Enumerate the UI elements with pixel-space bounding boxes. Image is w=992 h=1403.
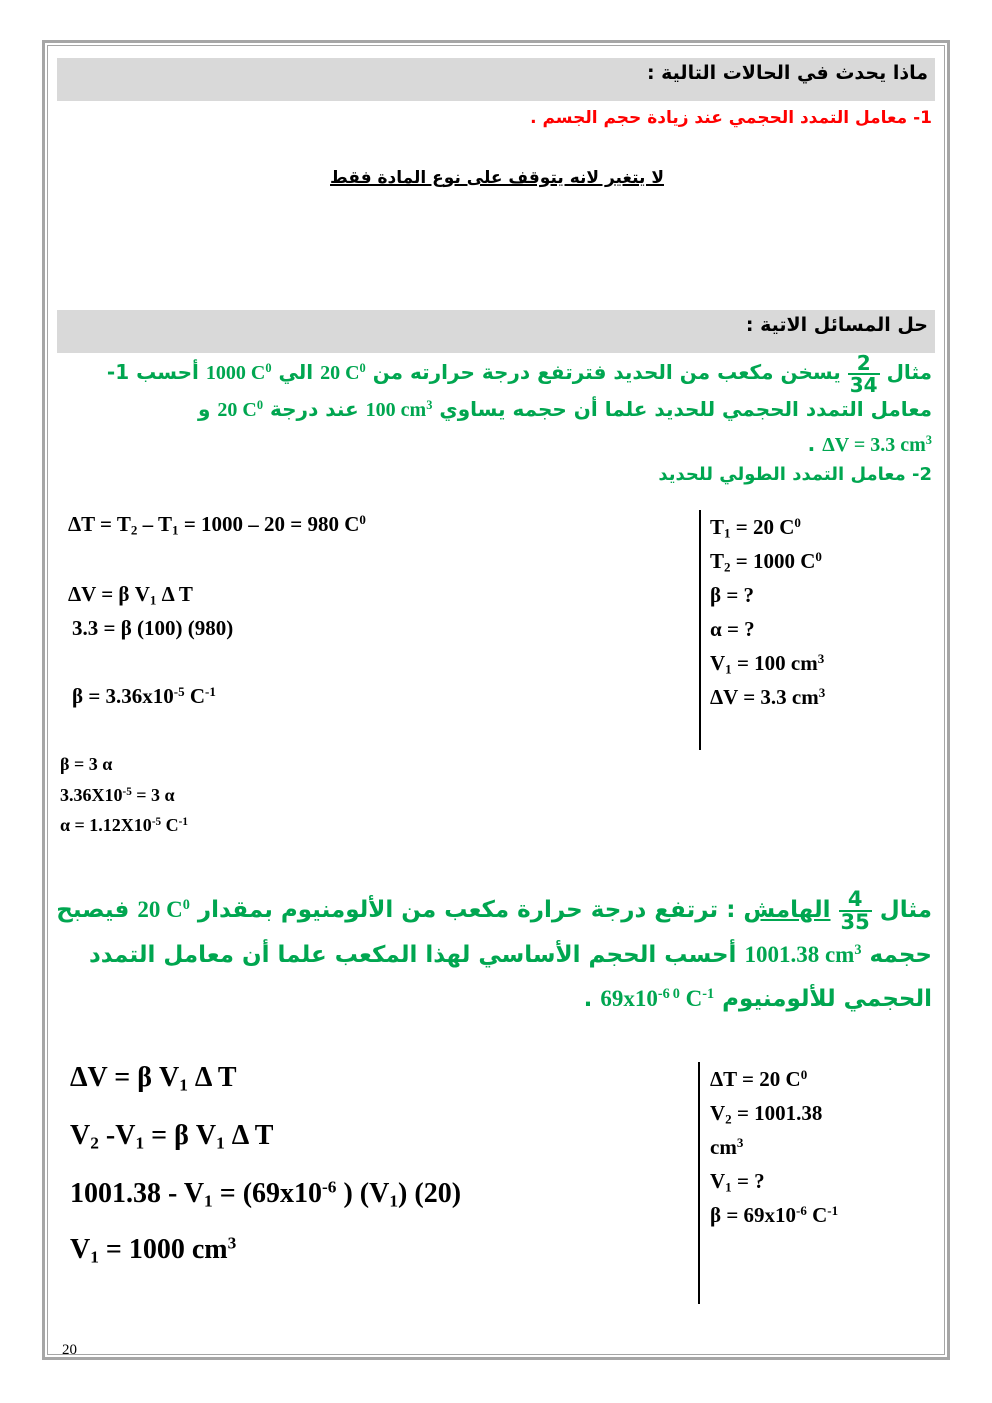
ex1-given-dv: ΔV = 3.3 $cm^3$	[710, 684, 826, 709]
ex1-given-t1: $T_1 = 20$ $C^0$	[710, 514, 801, 541]
ex1-work-eq1: ΔV = β $V_1$ Δ T	[68, 582, 193, 608]
question-1	[530, 108, 932, 128]
ex1-given	[710, 510, 825, 714]
section1-heading: ماذا يحدث في الحالات التالية :	[646, 62, 928, 84]
example2-line2a: حجمه	[869, 941, 932, 968]
example2-vol: 1001.38 $cm^3$	[744, 941, 862, 967]
ex2-given-v2: $V_2 = 1001.38$	[710, 1101, 823, 1127]
ex2-work-result: $V_1 = 1000$ $cm^3$	[70, 1233, 237, 1267]
ex2-divider-line	[698, 1062, 700, 1304]
answer-1: لا يتغير لانه يتوقف على نوع المادة فقط	[330, 168, 664, 188]
example1-dv-end: .	[807, 431, 816, 456]
example1-t3: 20 $C^0$	[217, 397, 264, 421]
ex1-work-rel1: β = 3 α	[60, 754, 113, 774]
example1-q2: 2- معامل التمدد الطولي للحديد	[658, 463, 932, 485]
example2-fraction	[839, 886, 872, 934]
ex1-work-dt: $\Delta T = T_2 - T_1 = 1000 - 20 = 980$ $C^0$	[68, 511, 366, 538]
section2-heading: حل المسائل الاتية :	[745, 314, 928, 336]
fraction-denominator: 34	[849, 372, 878, 397]
page-number: 20	[62, 1342, 77, 1358]
example2-statement	[56, 886, 932, 1021]
ex1-given-beta: β = ?	[710, 583, 755, 607]
example2-line1: : ترتفع درجة حرارة مكعب من الألومنيوم بمقدار	[197, 897, 736, 923]
example2-line1b: فيصبح	[56, 897, 130, 923]
ex2-given-v1: $V_1$ = ?	[710, 1169, 765, 1195]
example1-to: الي	[278, 360, 314, 384]
ex1-given-v1: $V_1 = 100$ $cm^3$	[710, 650, 825, 677]
fraction-numerator: 2	[848, 353, 880, 375]
ex1-work-alpha: $\alpha = 1.12X10^{-5}$ $C^{-1}$	[60, 815, 188, 835]
ex2-work-eq2: $V_2$ $-V_1 = \beta$ $V_1$ Δ T	[70, 1120, 274, 1153]
ex1-given-t2: $T_2 = 1000$ $C^0$	[710, 548, 822, 575]
fraction-denominator: 35	[840, 909, 870, 934]
example1-calc: أحسب 1-	[106, 360, 199, 384]
example1-statement	[62, 352, 932, 495]
example1-and: و	[197, 396, 211, 421]
ex2-given-dt: ΔT = 20 $C^0$	[710, 1066, 808, 1091]
example2-label: مثال	[879, 897, 932, 923]
example2-coef: $69x10^{-6}$ $^0$ $C^{-1}$	[600, 985, 715, 1011]
ex1-work-eq2: 3.3 = β (100) (980)	[72, 616, 234, 640]
example1-line2a: معامل التمدد الحجمي للحديد علما أن حجمه يساوي	[439, 396, 932, 421]
ex1-work-rel2: $3.36X10^{-5} = 3$ α	[60, 785, 175, 805]
example1-line1: يسخن مكعب من الحديد فترتفع درجة حرارته من	[372, 360, 841, 384]
example2-line3a: الحجمي للألومنيوم	[722, 985, 932, 1012]
question-1-text: معامل التمدد الحجمي عند زيادة حجم الجسم .	[530, 108, 908, 128]
question-1-number: 1-	[913, 108, 932, 128]
example1-t1: 20 $C^0$	[320, 361, 366, 384]
ex2-work-eq1: ΔV = β $V_1$ Δ T	[70, 1062, 237, 1095]
example2-end: .	[583, 985, 593, 1012]
ex1-given-alpha: α = ?	[710, 617, 755, 641]
example1-t2: 1000 $C^0$	[205, 361, 272, 384]
example1-dv: ΔV = 3.3 $cm^3$	[822, 432, 932, 456]
ex2-work-eq3: $1001.38 - V_1 = (69x10^{-6}$ ) $(V_1)$ (20)	[70, 1177, 462, 1211]
ex2-given-beta: $\beta = 69x10^{-6}$ $C^{-1}$	[710, 1202, 839, 1227]
example2-dt: 20 $C^0$	[137, 897, 190, 922]
ex1-work-beta: $\beta = 3.36x10^{-5}$ $C^{-1}$	[72, 683, 216, 708]
example1-label: مثال	[886, 360, 932, 384]
example2-margin: الهامش	[743, 897, 831, 923]
ex2-given-v2-unit: $cm^3$	[710, 1134, 744, 1159]
example1-v1: 100 $cm^3$	[365, 397, 433, 421]
example1-line2b: عند درجة	[270, 396, 359, 421]
ex2-given	[710, 1062, 838, 1232]
example2-line2b: أحسب الحجم الأساسي لهذا المكعب علما أن معامل التمدد	[88, 941, 737, 968]
fraction-numerator: 4	[839, 889, 872, 912]
ex1-divider-line	[699, 510, 701, 750]
